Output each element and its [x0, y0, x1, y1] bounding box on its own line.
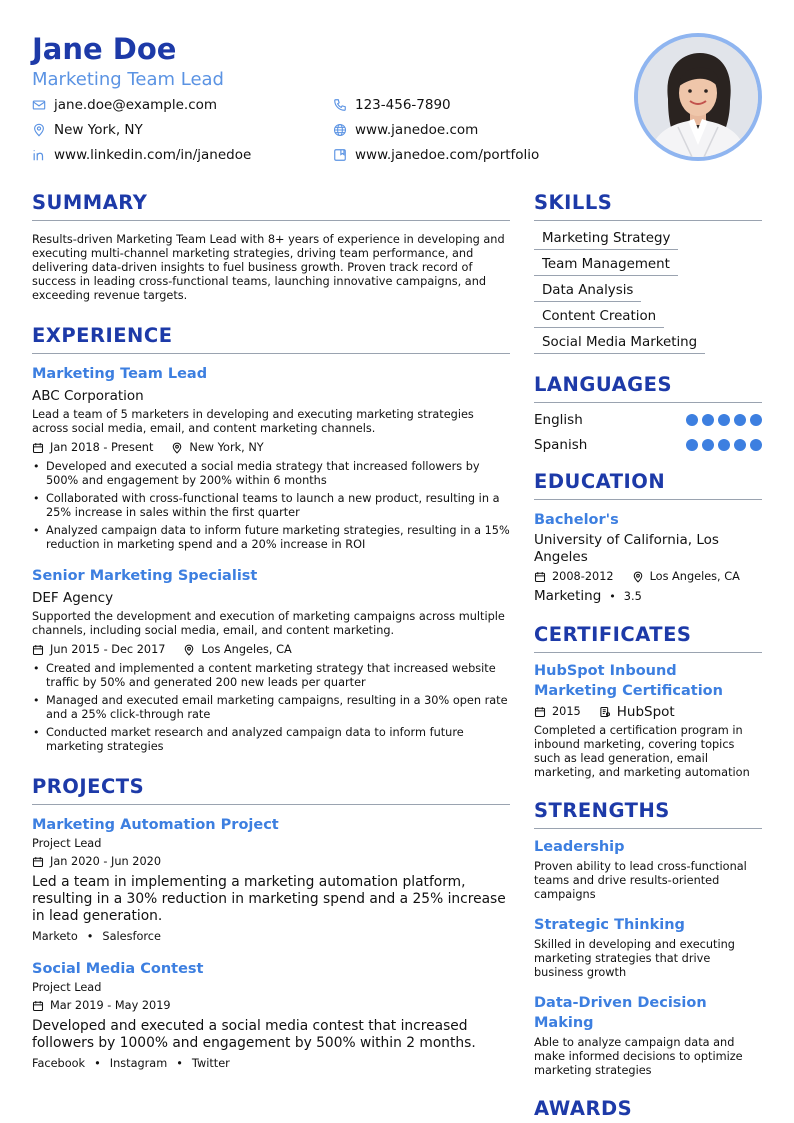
- experience-item: [32, 364, 510, 552]
- phone-text: 123-456-7890: [355, 97, 451, 113]
- job-title: Marketing Team Lead: [32, 366, 208, 382]
- certificate-item: [534, 661, 762, 780]
- project-tags: [32, 1056, 510, 1072]
- contact-linkedin[interactable]: [32, 147, 251, 163]
- education-location-text: Los Angeles, CA: [649, 570, 740, 583]
- resume-header: [32, 30, 632, 92]
- job-meta: [32, 642, 510, 658]
- project-description: Developed and executed a social media contest that increased followers by 1000% and engagement by 500% within 2 months.: [32, 1018, 476, 1051]
- project-dates-text: Mar 2019 - May 2019: [50, 999, 171, 1012]
- email-icon: [32, 98, 46, 112]
- project-title: Social Media Contest: [32, 961, 204, 977]
- education-field-row: [534, 588, 762, 604]
- project-item: [32, 959, 510, 1072]
- project-dates-text: Jan 2020 - Jun 2020: [50, 855, 162, 868]
- company-name: ABC Corporation: [32, 388, 144, 404]
- list-item: • Created and implemented a content marketing strategy that increased website traffic by 50% and generated 200 new leads per quarter: [32, 662, 510, 690]
- summary-heading: SUMMARY: [32, 190, 510, 221]
- project-dates: [32, 854, 161, 870]
- project-tags: [32, 929, 510, 945]
- degree: Bachelor's: [534, 512, 619, 528]
- separator-dot: •: [176, 1057, 183, 1070]
- email-text: jane.doe@example.com: [54, 97, 218, 113]
- job-description: Supported the development and execution of marketing campaigns across multiple channels, including social media, email, and content marketing.: [32, 610, 505, 637]
- job-dates-text: Jan 2018 - Present: [50, 441, 154, 454]
- certificate-description: Completed a certification program in inbound marketing, covering topics such as lead generation, email marketing, and marketing automation: [534, 724, 750, 779]
- certificate-year: [534, 704, 581, 720]
- strength-description: Proven ability to lead cross-functional teams and drive results-oriented campaigns: [534, 860, 747, 901]
- strength-item: [534, 915, 762, 980]
- portfolio-text: www.janedoe.com/portfolio: [355, 147, 540, 163]
- job-dates: [32, 642, 165, 658]
- job-meta: [32, 440, 510, 456]
- skill-item: Social Media Marketing: [534, 332, 705, 354]
- project-dates: [32, 998, 171, 1014]
- location-text: New York, NY: [54, 122, 143, 138]
- job-location: [183, 642, 291, 658]
- linkedin-text: www.linkedin.com/in/janedoe: [54, 147, 252, 163]
- certificate-year-text: 2015: [552, 705, 581, 718]
- languages-list: [534, 407, 762, 457]
- project-role: Project Lead: [32, 837, 102, 850]
- candidate-name: Jane Doe: [32, 32, 177, 66]
- project-item: [32, 815, 510, 945]
- tag: Instagram: [109, 1057, 168, 1070]
- portfolio-icon: [333, 148, 347, 162]
- strengths-heading: STRENGTHS: [534, 798, 762, 829]
- calendar-icon: [534, 571, 546, 583]
- skill-item: Content Creation: [534, 306, 664, 328]
- left-column: [32, 190, 510, 1072]
- education-heading: EDUCATION: [534, 469, 762, 500]
- contact-website[interactable]: [333, 122, 478, 138]
- website-text: www.janedoe.com: [355, 122, 479, 138]
- skill-item: Team Management: [534, 254, 678, 276]
- strength-title: Data-Driven Decision Making: [534, 995, 707, 1031]
- education-item: [534, 510, 762, 604]
- language-name: English: [534, 411, 583, 428]
- language-level-dots: [686, 414, 762, 426]
- contact-location: [32, 122, 143, 138]
- skills-heading: SKILLS: [534, 190, 762, 221]
- job-location: [171, 440, 263, 456]
- contact-email[interactable]: [32, 97, 217, 113]
- skill-item: Marketing Strategy: [534, 228, 678, 250]
- calendar-icon: [32, 442, 44, 454]
- skills-list: [534, 227, 762, 354]
- project-role: Project Lead: [32, 981, 102, 994]
- strength-title: Strategic Thinking: [534, 917, 685, 933]
- globe-icon: [333, 123, 347, 137]
- awards-heading: AWARDS: [534, 1096, 762, 1123]
- language-row: [534, 407, 762, 432]
- location-icon: [632, 571, 644, 583]
- certificates-heading: CERTIFICATES: [534, 622, 762, 653]
- job-title: Senior Marketing Specialist: [32, 568, 258, 584]
- certificate-issuer-text: HubSpot: [616, 704, 675, 720]
- location-icon: [171, 442, 183, 454]
- contact-phone[interactable]: [333, 97, 451, 113]
- job-dates: [32, 440, 153, 456]
- certificate-title: HubSpot Inbound Marketing Certification: [534, 663, 723, 699]
- tag: Salesforce: [102, 930, 161, 943]
- separator-dot: •: [94, 1057, 101, 1070]
- summary-text: Results-driven Marketing Team Lead with 8+ years of experience in developing and executing multi-channel marketing strategies, driving team performance, and delivering data-driven insights to fuel business growth. Proven track record of success in leading cross-functional teams, launching innovative campaigns, and exceeding revenue targets.: [32, 233, 505, 302]
- languages-heading: LANGUAGES: [534, 372, 762, 403]
- education-field: Marketing: [534, 588, 602, 604]
- education-location: [632, 569, 740, 585]
- skill-item: Data Analysis: [534, 280, 641, 302]
- profile-photo: [634, 33, 762, 161]
- education-gpa: 3.5: [623, 589, 642, 603]
- list-item: • Conducted market research and analyzed campaign data to inform future marketing strategies: [32, 726, 510, 754]
- tag: Marketo: [32, 930, 78, 943]
- job-bullets: [32, 460, 510, 552]
- list-item: • Managed and executed email marketing campaigns, resulting in a 30% open rate and a 25% click-through rate: [32, 694, 510, 722]
- tag: Facebook: [32, 1057, 86, 1070]
- phone-icon: [333, 98, 347, 112]
- education-dates-text: 2008-2012: [552, 570, 614, 583]
- job-description: Lead a team of 5 marketers in developing and executing marketing strategies across social media, email, and content marketing channels.: [32, 408, 474, 435]
- language-level-dots: [686, 439, 762, 451]
- calendar-icon: [32, 1000, 44, 1012]
- school-name: University of California, Los Angeles: [534, 532, 719, 565]
- language-row: [534, 432, 762, 457]
- strength-title: Leadership: [534, 839, 625, 855]
- project-meta: [32, 854, 510, 870]
- certificate-meta: [534, 704, 762, 720]
- job-dates-text: Jun 2015 - Dec 2017: [50, 643, 166, 656]
- profile-photo-illustration: [638, 37, 758, 157]
- project-meta: [32, 998, 510, 1014]
- job-location-text: New York, NY: [189, 441, 264, 454]
- calendar-icon: [32, 644, 44, 656]
- candidate-title: Marketing Team Lead: [32, 69, 224, 90]
- strength-item: [534, 837, 762, 902]
- location-icon: [32, 123, 46, 137]
- list-item: • Analyzed campaign data to inform future marketing strategies, resulting in a 15% reduction in marketing spend and a 20% increase in ROI: [32, 524, 510, 552]
- job-bullets: [32, 662, 510, 754]
- experience-item: [32, 566, 510, 754]
- separator-dot: •: [609, 589, 616, 603]
- education-dates: [534, 569, 614, 585]
- strength-description: Able to analyze campaign data and make informed decisions to optimize marketing strategies: [534, 1036, 743, 1077]
- language-name: Spanish: [534, 436, 588, 453]
- certificate-issuer: [599, 704, 675, 720]
- experience-heading: EXPERIENCE: [32, 323, 510, 354]
- separator-dot: •: [86, 930, 94, 943]
- list-item: • Developed and executed a social media strategy that increased followers by 500% and engagement by 200% within 6 months: [32, 460, 510, 488]
- certificate-icon: [599, 706, 611, 718]
- tag: Twitter: [191, 1057, 230, 1070]
- calendar-icon: [534, 706, 546, 718]
- project-title: Marketing Automation Project: [32, 817, 279, 833]
- projects-heading: PROJECTS: [32, 774, 510, 805]
- strength-description: Skilled in developing and executing marketing strategies that drive business growth: [534, 938, 735, 979]
- job-location-text: Los Angeles, CA: [201, 643, 292, 656]
- project-description: Led a team in implementing a marketing automation platform, resulting in a 30% reduction in marketing spend and a 25% increase in lead generation.: [32, 874, 506, 924]
- location-icon: [183, 644, 195, 656]
- strength-item: [534, 993, 762, 1078]
- education-meta: [534, 569, 762, 585]
- linkedin-icon: [32, 148, 46, 162]
- calendar-icon: [32, 856, 44, 868]
- right-column: [534, 190, 762, 1123]
- list-item: • Collaborated with cross-functional teams to launch a new product, resulting in a 25% increase in sales within the first quarter: [32, 492, 510, 520]
- contact-portfolio[interactable]: [333, 147, 539, 163]
- company-name: DEF Agency: [32, 590, 114, 606]
